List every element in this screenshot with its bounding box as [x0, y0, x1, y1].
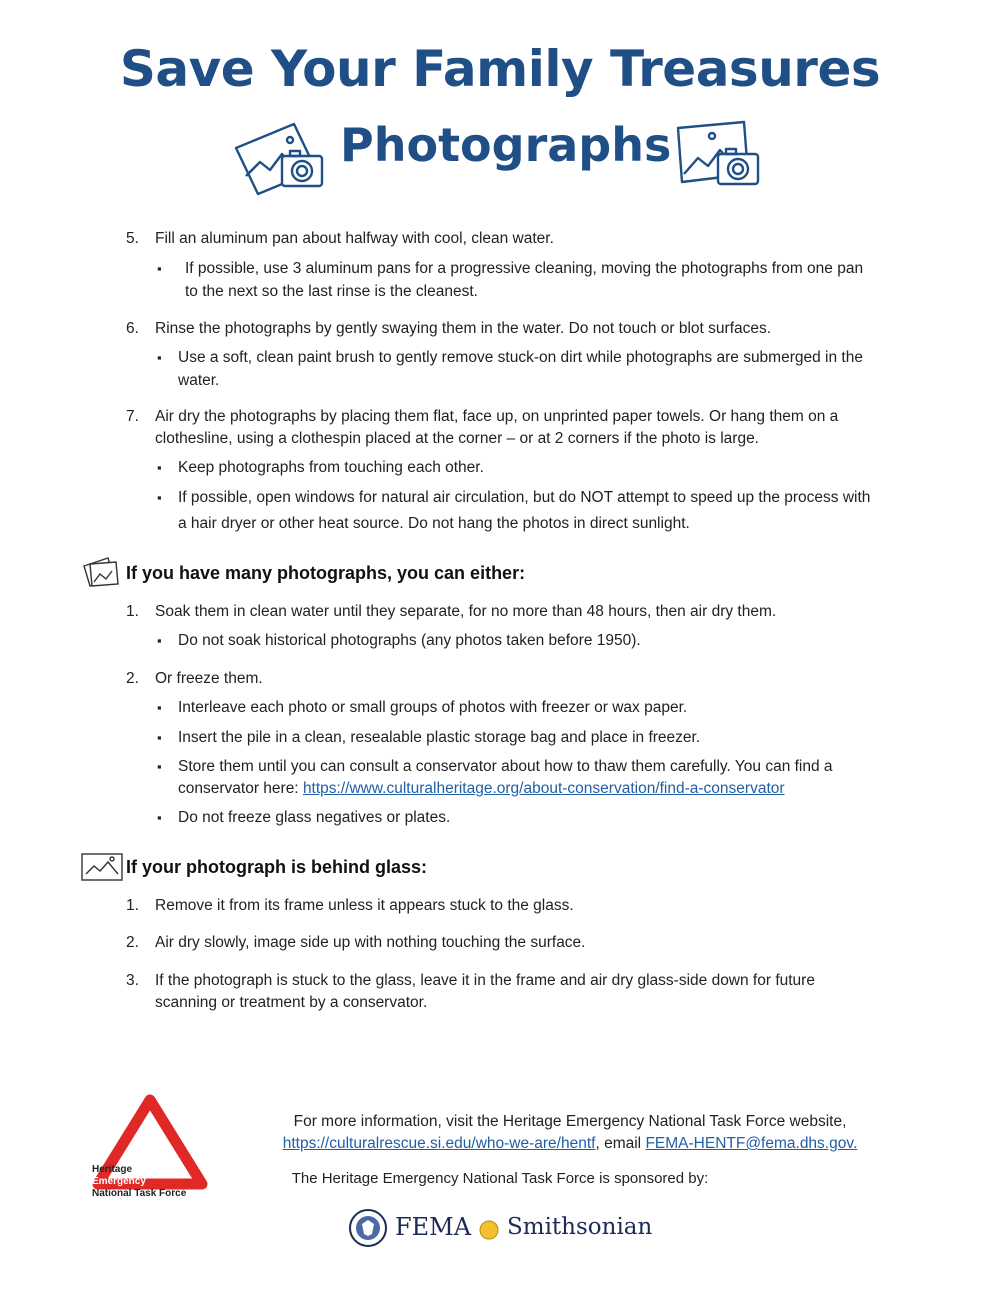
many-step-1: Soak them in clean water until they separate, for no more than 48 hours, then air dry them. [155, 603, 777, 620]
page-title: Save Your Family Treasures [119, 40, 881, 98]
glass-step-3: If the photograph is stuck to the glass, leave it in the frame and air dry glass-side down for future [155, 972, 815, 989]
framed-photo-icon [80, 852, 124, 882]
footer-info: For more information, visit the Heritage Emergency National Task Force website, [293, 1113, 847, 1130]
find-conservator-link[interactable]: https://www.culturalheritage.org/about-conservation/find-a-conservator [302, 780, 785, 797]
camera-photo-icon [232, 118, 328, 196]
section-heading-many: If you have many photographs, you can either: [126, 563, 526, 583]
hentf-website-link[interactable]: https://culturalrescue.si.edu/who-we-are/hentf [282, 1135, 596, 1152]
page-subtitle: Photographs [340, 118, 672, 172]
hentf-email-link[interactable]: FEMA-HENTF@fema.dhs.gov. [645, 1135, 858, 1152]
hentf-logo: Heritage Emergency National Task Force [88, 1092, 212, 1208]
section-heading-glass: If your photograph is behind glass: [126, 857, 428, 877]
smithsonian-sun-icon [478, 1219, 500, 1241]
glass-step-2: Air dry slowly, image side up with nothing touching the surface. [155, 934, 586, 951]
camera-photo-icon-right [672, 118, 762, 190]
sponsor-text: The Heritage Emergency National Task Force is sponsored by: [291, 1170, 709, 1187]
photo-stack-icon [80, 556, 124, 590]
glass-step-1: Remove it from its frame unless it appears stuck to the glass. [155, 897, 574, 914]
smithsonian-wordmark: Smithsonian [507, 1214, 653, 1240]
fema-wordmark: FEMA [395, 1213, 472, 1241]
dhs-seal-icon [348, 1208, 388, 1248]
many-step-2: Or freeze them. [155, 670, 263, 687]
